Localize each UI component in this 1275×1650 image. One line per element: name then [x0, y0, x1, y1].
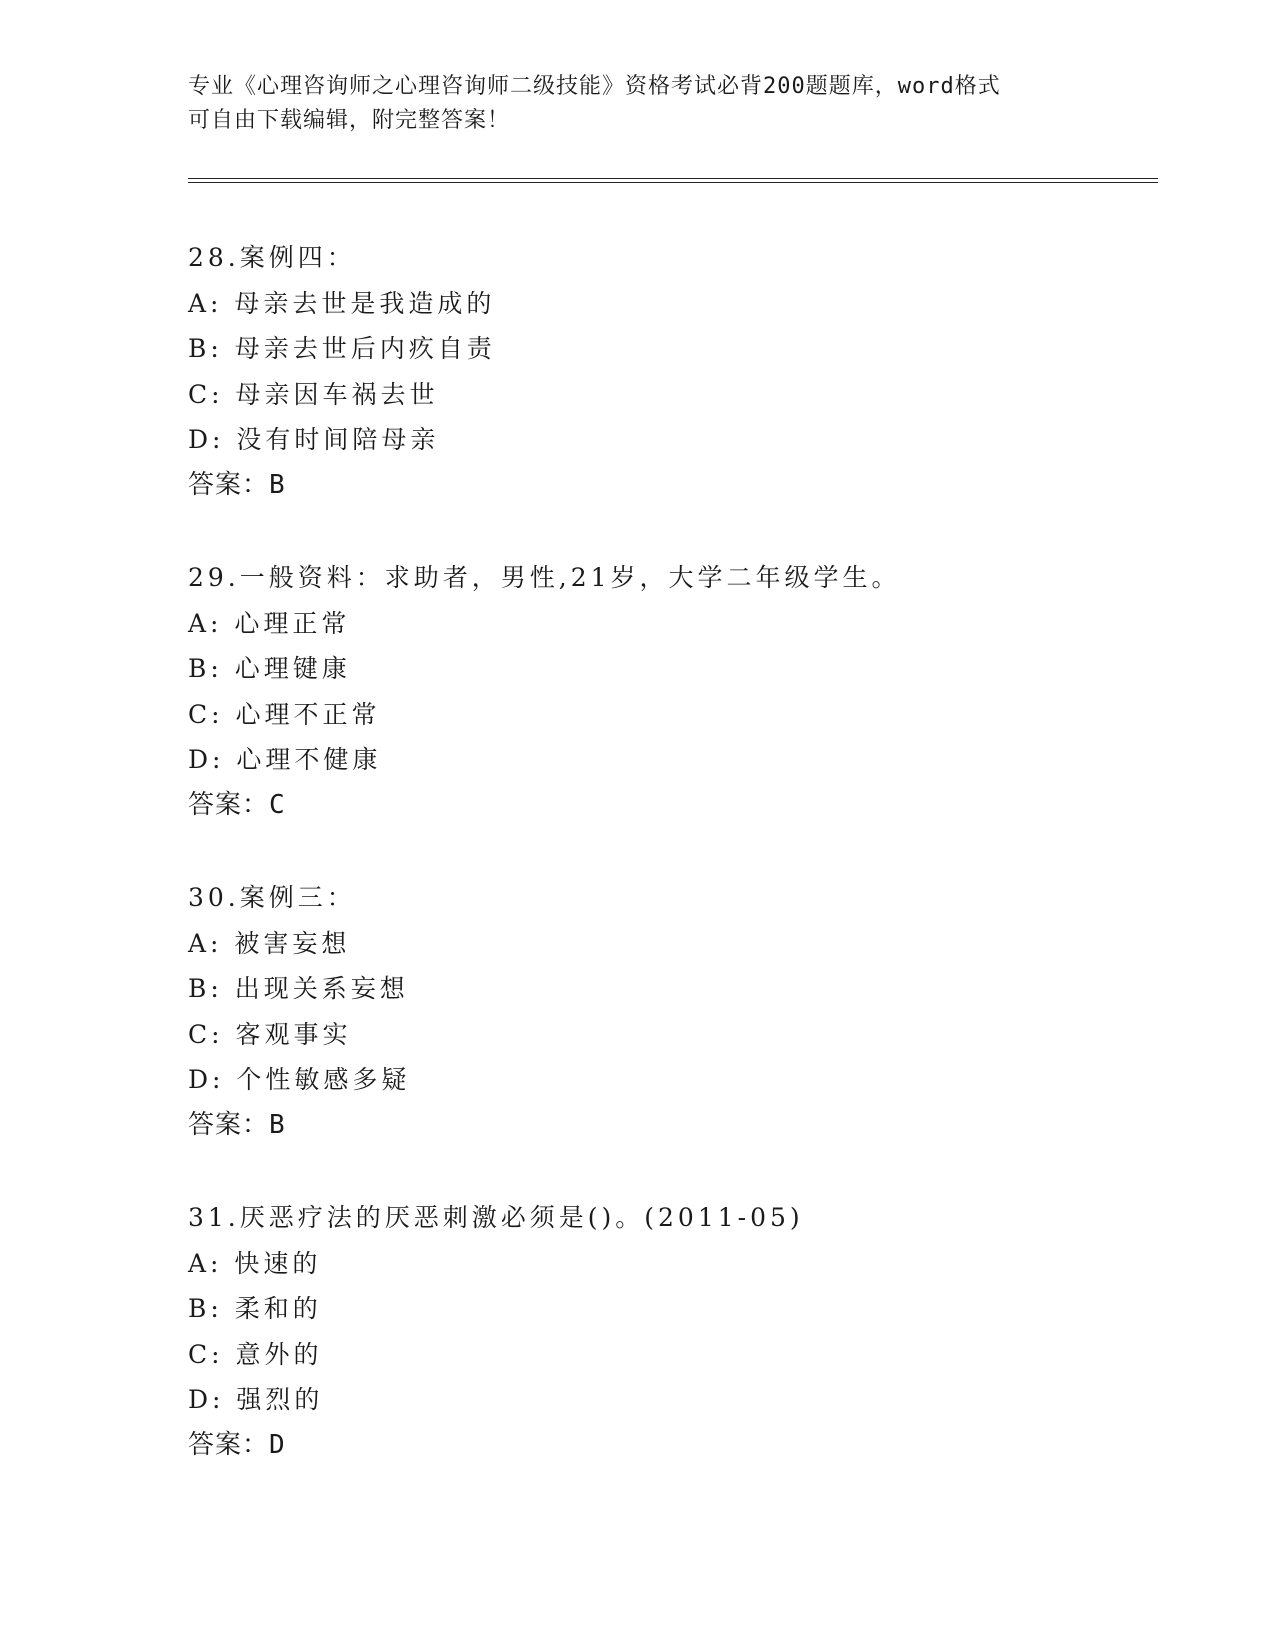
question-stem: 29.一般资料：求助者，男性,21岁，大学二年级学生。 — [188, 563, 901, 592]
answer-label: 答案： — [188, 1429, 270, 1460]
option-a: A: 母亲去世是我造成的 — [188, 288, 496, 318]
option-d: D: 心理不健康 — [188, 745, 382, 774]
document-header — [188, 70, 1088, 138]
option-a: A: 快速的 — [188, 1248, 322, 1278]
answer-value: C — [269, 789, 285, 820]
question-31 — [188, 1195, 1158, 1468]
answer-line — [188, 1103, 1158, 1149]
question-stem: 31.厌恶疗法的厌恶刺激必须是()。(2011-05) — [188, 1203, 804, 1232]
question-list — [188, 235, 1158, 1515]
option-c: C: 心理不正常 — [188, 699, 381, 729]
option-d: D: 强烈的 — [188, 1385, 324, 1414]
option-b: B: 母亲去世后内疚自责 — [188, 334, 496, 363]
question-28 — [188, 235, 1158, 508]
option-b: B: 柔和的 — [188, 1294, 322, 1323]
header-line-2: 可自由下载编辑，附完整答案！ — [188, 108, 511, 133]
answer-label: 答案： — [188, 1109, 270, 1140]
header-divider — [188, 178, 1158, 183]
option-c: C: 意外的 — [188, 1339, 323, 1369]
question-stem: 30.案例三： — [188, 883, 356, 912]
option-a: A: 被害妄想 — [188, 928, 351, 958]
question-stem: 28.案例四： — [188, 243, 356, 272]
option-c: C: 客观事实 — [188, 1019, 352, 1049]
answer-line — [188, 1423, 1158, 1469]
answer-label: 答案： — [188, 469, 270, 500]
header-line-1: 专业《心理咨询师之心理咨询师二级技能》资格考试必背200题题库，word格式 — [188, 74, 1001, 99]
answer-line — [188, 783, 1158, 829]
question-30 — [188, 875, 1158, 1148]
answer-value: B — [269, 1109, 285, 1140]
option-d: D: 个性敏感多疑 — [188, 1065, 411, 1094]
option-c: C: 母亲因车祸去世 — [188, 379, 439, 409]
answer-value: D — [269, 1429, 285, 1460]
question-29 — [188, 555, 1158, 828]
option-a: A: 心理正常 — [188, 608, 351, 638]
answer-label: 答案： — [188, 789, 270, 820]
option-b: B: 出现关系妄想 — [188, 974, 409, 1003]
answer-value: B — [269, 469, 285, 500]
option-b: B: 心理键康 — [188, 654, 351, 683]
answer-line — [188, 463, 1158, 509]
option-d: D: 没有时间陪母亲 — [188, 425, 440, 454]
